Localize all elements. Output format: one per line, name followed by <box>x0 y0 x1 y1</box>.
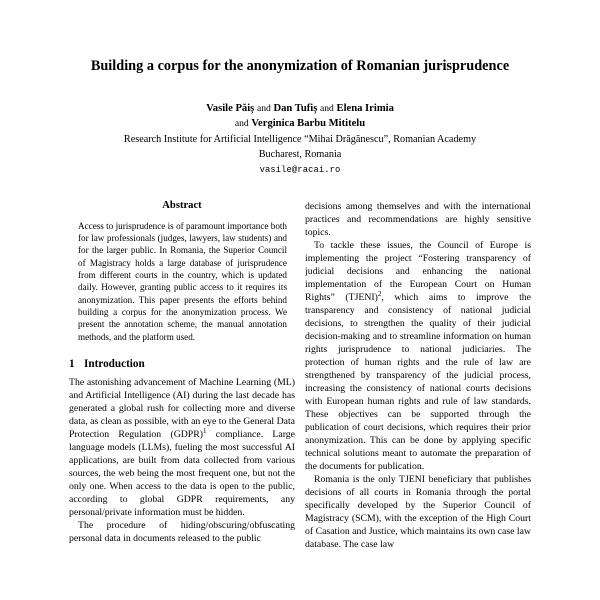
left-column <box>69 200 295 600</box>
right-paragraph-3: Romania is the only TJENI beneficiary that publishes decisions of all courts in Romania through the portal specifically developed by the Superior Council of Magistracy (SCM), with the exception of the High Court of Casation and Justice, which maintains its own case law database. The case law <box>305 474 531 551</box>
right-paragraph-2 <box>305 239 531 473</box>
author-name-1: Vasile Păiș <box>206 102 255 114</box>
introduction-paragraph-2: The procedure of hiding/obscuring/obfuscating personal data in documents released to the public <box>69 520 295 545</box>
footnote-marker-1[interactable]: 1 <box>202 427 207 436</box>
author-name-4: Verginica Barbu Mititelu <box>251 118 366 130</box>
affiliation: Research Institute for Artificial Intelligence “Mihai Drăgănescu”, Romanian Academy <box>123 133 477 145</box>
abstract-heading: Abstract <box>162 200 202 211</box>
affiliation-location: Bucharest, Romania <box>258 149 342 161</box>
title-block <box>0 0 600 175</box>
author-list <box>62 101 538 132</box>
footnote-marker-2[interactable]: 2 <box>377 289 382 298</box>
introduction-paragraph-1 <box>69 376 295 519</box>
right-paragraph-2-part-2: , which aims to improve the transparency and consistency of national judicial decisions, to strengthen the quality of their judicial decision-making and to streamline information on human rights jurisprudence to national judiciaries. The protection of human rights and the rule of law are strengthened by transparency of the judicial process, increasing the consistency of national courts decisions with European human rights and rule of law standards. These objectives can be supported through the publication of court decisions, which requires their prior anonymization. This can be done by applying specific technical solutions meant to automate the preparation of the documents for publication. <box>305 292 531 473</box>
author-conjunction-2: and <box>319 102 334 114</box>
section-title: Introduction <box>84 357 145 370</box>
right-paragraph-continued: decisions among themselves and with the international practices and recommendations are highly sensitive topics. <box>305 201 531 239</box>
abstract-text: Access to jurisprudence is of paramount importance both for law professionals (judges, lawyers, law students) and for the larger public. In Romania, the Superior Council of Magistracy holds a large database of jurisprudence from different courts in the country, which is updated daily. However, granting public access to it requires its anonymization. This paper presents the efforts behind building a corpus for the anonymization process. We present the annotation scheme, the manual annotation methods, and the platform used. <box>78 220 287 342</box>
section-number: 1 <box>69 357 75 370</box>
page-title: Building a corpus for the anonymization of Romanian jurisprudence <box>90 58 510 74</box>
author-line-1 <box>62 101 538 116</box>
author-conjunction-1: and <box>256 102 271 114</box>
right-column <box>305 200 531 600</box>
author-conjunction-3: and <box>234 118 249 130</box>
paragraph-1-text-part-2: compliance. Large language models (LLMs), fueling the most successful AI applications, are built from data collected from various sources, the web being the most frequent one, but not the only one. When access to the data is open to the public, according to global GDPR requirements, any personal/private information must be hidden. <box>69 429 295 519</box>
author-line-2 <box>62 116 538 131</box>
author-name-2: Dan Tufiș <box>273 102 318 114</box>
contact-email[interactable]: vasile@racai.ro <box>259 164 341 175</box>
body-columns <box>0 200 600 600</box>
section-heading-introduction <box>69 358 295 371</box>
paragraph-1-text-part-1: The astonishing advancement of Machine Learning (ML) and Artificial Intelligence (AI) during the last decade has generated a global rush for collecting more and diverse data, as clean as possible, with an eye to the General Data Protection Regulation (GDPR) <box>69 377 295 441</box>
author-name-3: Elena Irimia <box>336 102 394 114</box>
right-paragraph-2-part-1: To tackle these issues, the Council of Europe is implementing the project “Fostering transparency of judicial decisions and enhancing the national implementation of the European Court on Human Rights” (TJENI) <box>305 240 531 304</box>
